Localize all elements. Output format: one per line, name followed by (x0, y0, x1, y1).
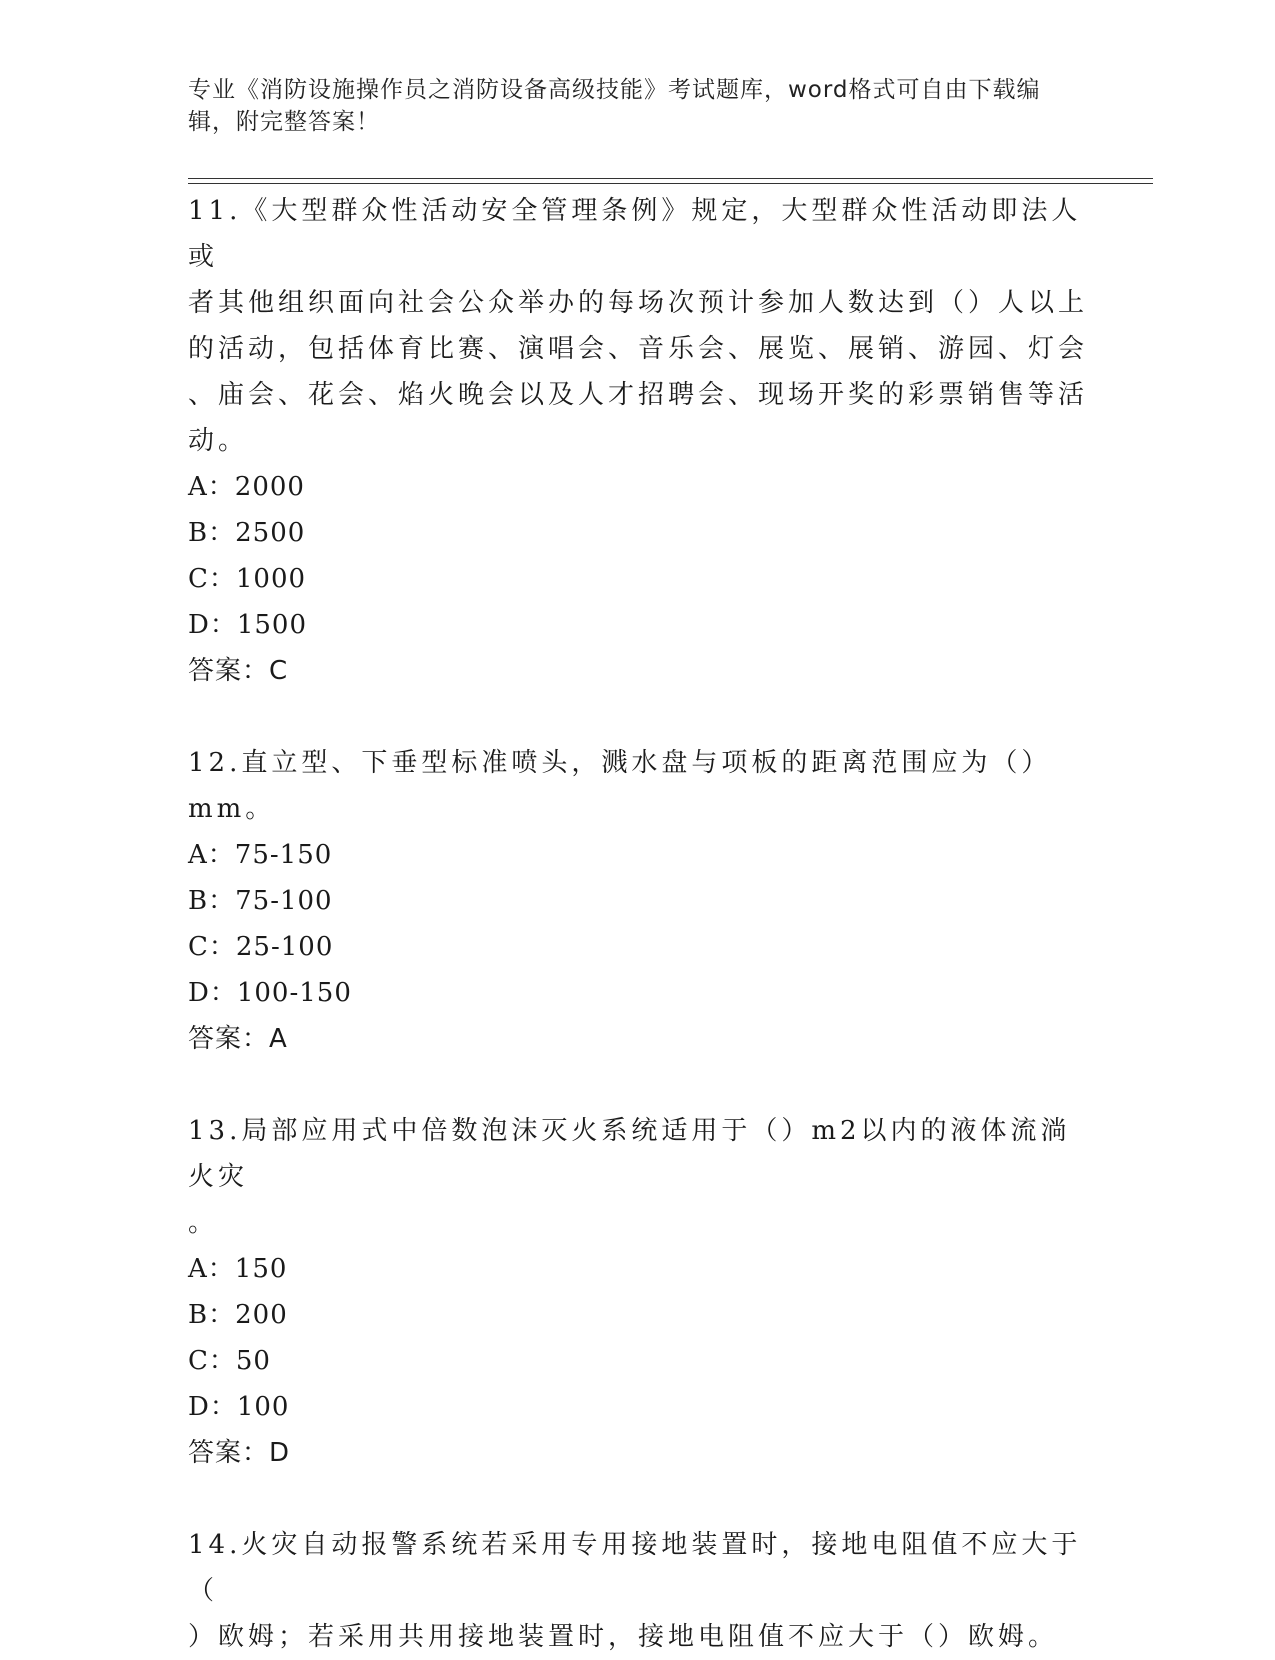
header-divider-top (188, 178, 1153, 179)
option-c: C：25-100 (188, 932, 334, 962)
option-d: D：100-150 (188, 978, 352, 1008)
option-d: D：100 (188, 1392, 290, 1422)
spacer (188, 694, 1093, 740)
header-divider-bottom (188, 183, 1153, 184)
question-text-line: 的活动，包括体育比赛、演唱会、音乐会、展览、展销、游园、灯会 (188, 334, 1089, 364)
option-c: C：1000 (188, 564, 307, 594)
option-a: A：75-150 (188, 840, 333, 870)
spacer (188, 1062, 1093, 1108)
question-text-line: 14.火灾自动报警系统若采用专用接地装置时，接地电阻值不应大于（ (188, 1530, 1082, 1606)
option-a: A：2000 (188, 472, 305, 502)
question-text-line: 。 (188, 1208, 219, 1238)
answer-line: 答案：A (188, 1024, 288, 1054)
header-line-2: 辑，附完整答案！ (188, 109, 380, 135)
spacer (188, 1476, 1093, 1522)
document-header (188, 74, 1068, 138)
question-text-line: 13.局部应用式中倍数泡沫灭火系统适用于（）m2以内的液体流淌火灾 (188, 1116, 1071, 1192)
option-b: B：2500 (188, 518, 306, 548)
question-12 (188, 740, 1093, 1062)
question-13 (188, 1108, 1093, 1476)
question-11 (188, 188, 1093, 694)
answer-line: 答案：C (188, 656, 289, 686)
question-text-line: ）欧姆；若采用共用接地装置时，接地电阻值不应大于（）欧姆。 (188, 1622, 1059, 1652)
option-d: D：1500 (188, 610, 308, 640)
option-c: C：50 (188, 1346, 271, 1376)
header-line-1: 专业《消防设施操作员之消防设备高级技能》考试题库，word格式可自由下载编 (188, 77, 1041, 103)
question-14 (188, 1522, 1093, 1660)
option-a: A：150 (188, 1254, 288, 1284)
option-b: B：75-100 (188, 886, 333, 916)
question-text-line: 者其他组织面向社会公众举办的每场次预计参加人数达到（）人以上 (188, 288, 1089, 318)
answer-line: 答案：D (188, 1438, 291, 1468)
question-text-line: 、庙会、花会、焰火晚会以及人才招聘会、现场开奖的彩票销售等活 (188, 380, 1089, 410)
question-text-line: 11.《大型群众性活动安全管理条例》规定，大型群众性活动即法人或 (188, 196, 1082, 272)
question-list (188, 188, 1093, 1660)
question-text-line: 12.直立型、下垂型标准喷头，溅水盘与项板的距离范围应为（）mm。 (188, 748, 1052, 824)
option-b: B：200 (188, 1300, 288, 1330)
question-text-line: 动。 (188, 426, 249, 456)
